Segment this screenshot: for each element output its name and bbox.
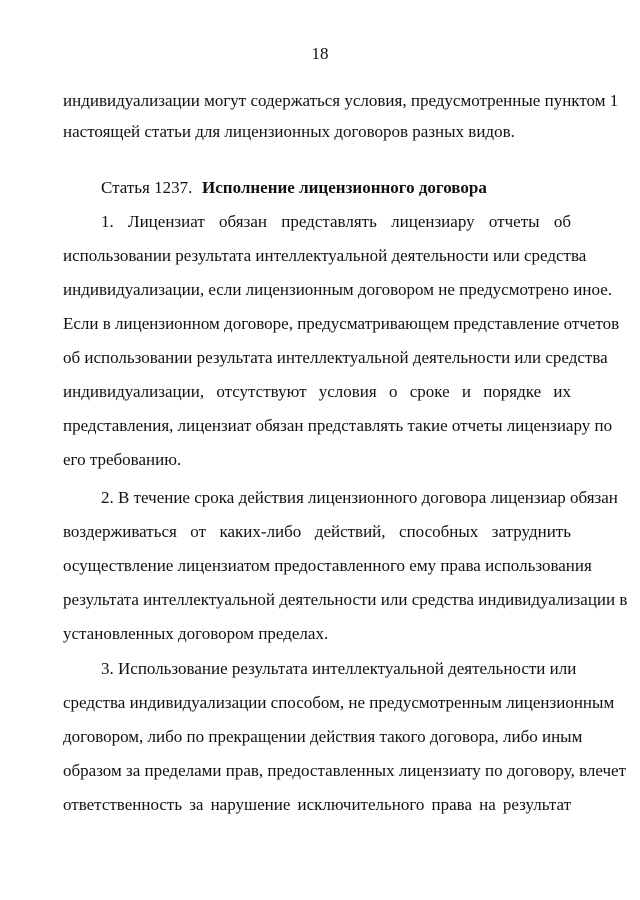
article-number: Статья 1237.: [101, 178, 193, 197]
paragraph-line: установленных договором пределах.: [63, 624, 329, 643]
paragraph-line: индивидуализации, если лицензионным договором не предусмотрено иное.: [63, 280, 612, 299]
paragraph-line: об использовании результата интеллектуальной деятельности или средства: [63, 348, 608, 367]
article-title: Исполнение лицензионного договора: [202, 178, 487, 197]
paragraph-line: индивидуализации, отсутствуют условия о сроке и порядке их: [63, 382, 571, 401]
paragraph-line: средства индивидуализации способом, не предусмотренным лицензионным: [63, 693, 615, 712]
paragraph-line: 1. Лицензиат обязан представлять лицензиару отчеты об: [101, 212, 571, 231]
paragraph-line: 3. Использование результата интеллектуальной деятельности или: [101, 659, 577, 678]
paragraph-line: 2. В течение срока действия лицензионного договора лицензиар обязан: [101, 488, 618, 507]
paragraph-line: Если в лицензионном договоре, предусматривающем представление отчетов: [63, 314, 620, 333]
paragraph-line: использовании результата интеллектуальной деятельности или средства: [63, 246, 587, 265]
paragraph-line: его требованию.: [63, 450, 182, 469]
paragraph-line: воздерживаться от каких-либо действий, способных затруднить: [63, 522, 571, 541]
paragraph-line: представления, лицензиат обязан представлять такие отчеты лицензиару по: [63, 416, 613, 435]
paragraph-line: результата интеллектуальной деятельности или средства индивидуализации в: [63, 590, 628, 609]
intro-line: индивидуализации могут содержаться условия, предусмотренные пунктом 1: [63, 91, 619, 110]
article-heading: [101, 177, 487, 199]
page-number: 18: [311, 44, 329, 63]
paragraph-line: осуществление лицензиатом предоставленного ему права использования: [63, 556, 592, 575]
paragraph-line: образом за пределами прав, предоставленных лицензиату по договору, влечет: [63, 761, 627, 780]
paragraph-line: ответственность за нарушение исключительного права на результат: [63, 795, 571, 814]
intro-line: настоящей статьи для лицензионных договоров разных видов.: [63, 122, 515, 141]
paragraph-line: договором, либо по прекращении действия такого договора, либо иным: [63, 727, 583, 746]
